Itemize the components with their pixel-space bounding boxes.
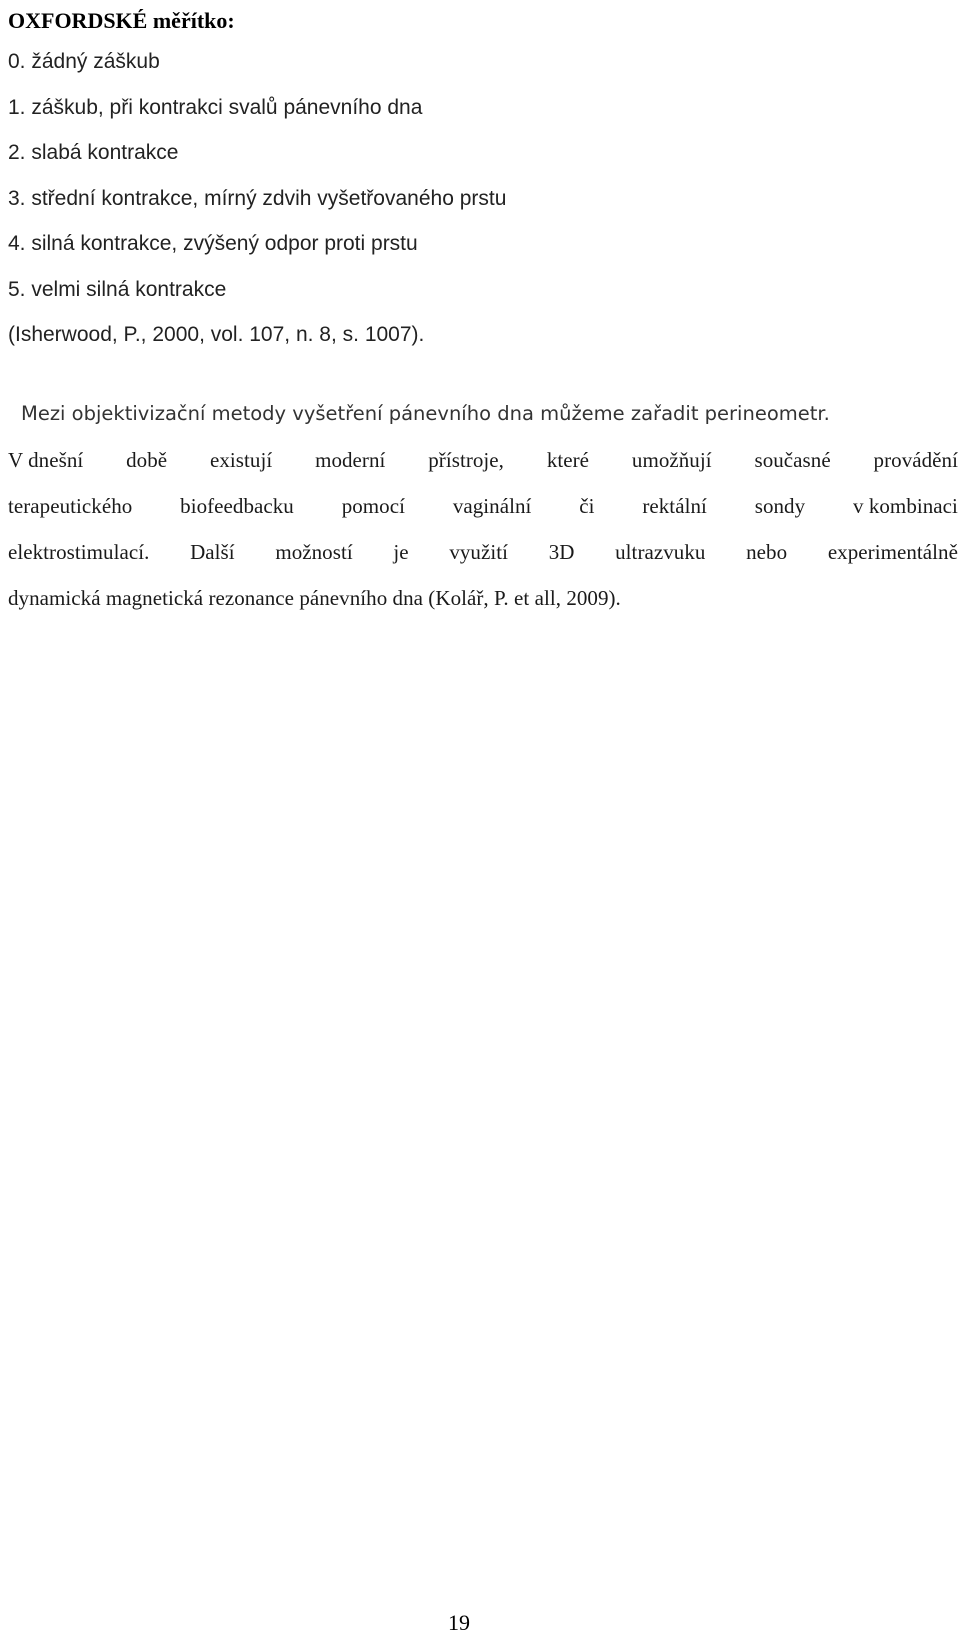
word: Další (190, 540, 235, 564)
page-heading: OXFORDSKÉ měřítko: (8, 8, 235, 33)
word: provádění (873, 448, 958, 472)
scale-item-4: 4. silná kontrakce, zvýšený odpor proti prstu (8, 232, 418, 255)
word: v kombinaci (852, 494, 958, 518)
scale-item-0: 0. žádný záškub (8, 50, 160, 73)
word: V dnešní (8, 448, 84, 472)
word: přístroje, (428, 448, 504, 472)
paragraph-line-4 (8, 537, 958, 583)
word: 3D (548, 540, 575, 564)
word: využití (449, 540, 509, 564)
body-paragraph (8, 399, 960, 629)
word: vaginální (452, 494, 532, 518)
word: existují (209, 448, 273, 472)
word: či (579, 494, 595, 518)
scale-citation: (Isherwood, P., 2000, vol. 107, n. 8, s. 1007). (8, 323, 425, 346)
word: terapeutického (8, 494, 133, 518)
word: době (126, 448, 168, 472)
word: umožňují (631, 448, 712, 472)
paragraph-line-5: dynamická magnetická rezonance pánevního dna (Kolář, P. et all, 2009). (8, 586, 621, 610)
page-number: 19 (448, 1610, 470, 1635)
word: možností (275, 540, 353, 564)
word: sondy (754, 494, 806, 518)
word: je (393, 540, 409, 564)
word: moderní (315, 448, 386, 472)
word: rektální (642, 494, 707, 518)
paragraph-line-3 (8, 491, 958, 537)
oxford-scale-list (8, 47, 506, 320)
word: které (546, 448, 590, 472)
scale-item-5: 5. velmi silná kontrakce (8, 277, 227, 301)
word: ultrazvuku (615, 540, 706, 564)
scale-item-3: 3. střední kontrakce, mírný zdvih vyšetřovaného prstu (8, 186, 507, 210)
paragraph-line-1: Mezi objektivizační metody vyšetření pánevního dna můžeme zařadit perineometr. (21, 402, 830, 425)
paragraph-line-2 (8, 445, 958, 491)
word: nebo (746, 540, 788, 564)
word: experimentálně (827, 540, 958, 564)
word: biofeedbacku (180, 494, 294, 518)
word: elektrostimulací. (8, 540, 150, 564)
word: pomocí (341, 494, 405, 518)
scale-item-1: 1. záškub, při kontrakci svalů pánevního dna (8, 95, 423, 119)
scale-item-2: 2. slabá kontrakce (8, 141, 179, 164)
word: současné (754, 448, 831, 472)
